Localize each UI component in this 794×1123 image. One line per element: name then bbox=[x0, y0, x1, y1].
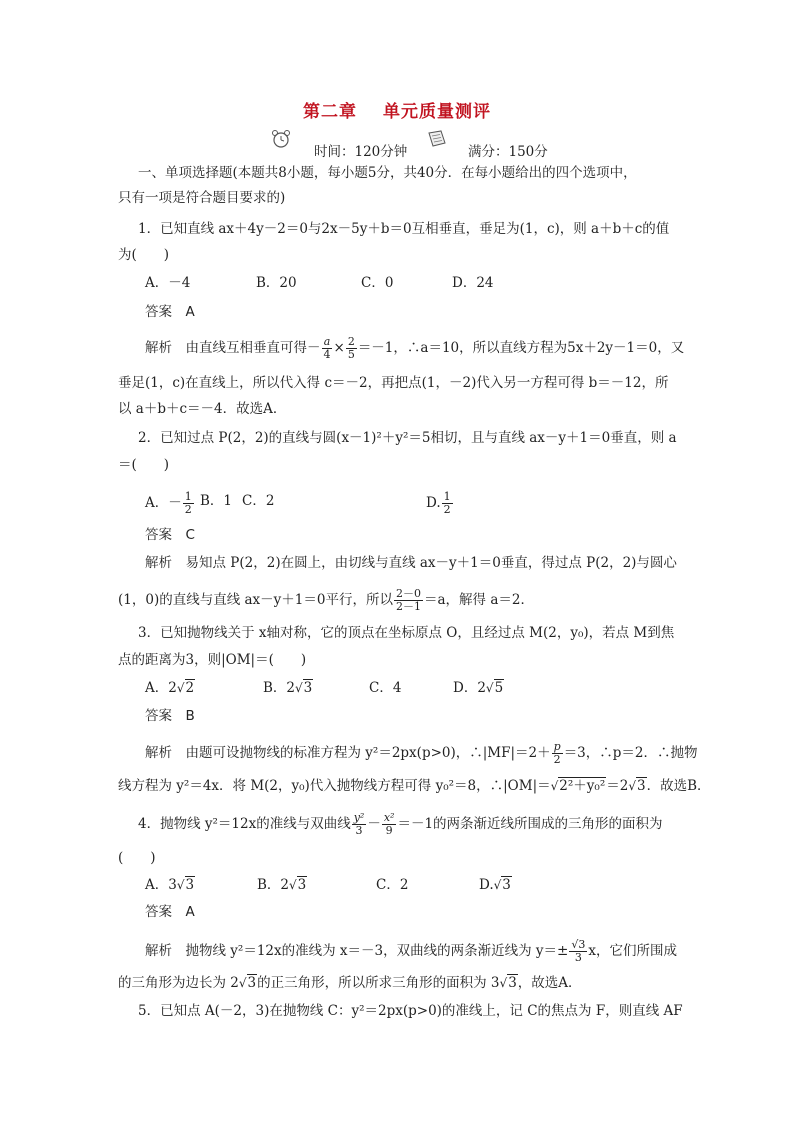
chapter-subtitle: 单元质量测评 bbox=[383, 102, 491, 122]
q5-stem: 5．已知点 A(－2，3)在抛物线 C：y²＝2px(p>0)的准线上，记 C的焦点为 F，则直线 AF bbox=[138, 1003, 683, 1019]
q3-analysis-line1: 解析 由题可设抛物线的标准方程为 y²＝2px(p>0)，∴|MF|＝2＋ $\frac{p}{2}$ ＝3，∴p＝2．∴抛物 bbox=[145, 740, 698, 766]
q1-analysis-line3: 以 a＋b＋c＝－4．故选A． bbox=[118, 401, 287, 417]
q4-answer: 答案 A bbox=[145, 904, 195, 920]
chapter-label: 第二章 bbox=[303, 102, 357, 122]
q2-answer: 答案 C bbox=[145, 527, 195, 543]
q2-stem-cont: ＝( ) bbox=[118, 457, 170, 473]
q1-option-b: B．20 bbox=[256, 275, 297, 291]
q4-stem: 4．抛物线 y²＝12x的准线与双曲线 $\frac{\text{y²}}{3}$ － $\frac{\text{x²}}{9}$ ＝－1的两条渐近线所围成的三角形的面积为 bbox=[138, 811, 663, 837]
q2-analysis-line1: 解析 易知点 P(2，2)在圆上，由切线与直线 ax－y＋1＝0垂直，得过点 P(2，2)与圆心 bbox=[145, 555, 677, 571]
q2-stem: 2．已知过点 P(2，2)的直线与圆(x－1)²＋y²＝5相切，且与直线 ax－y＋1＝0垂直，则 a bbox=[138, 430, 677, 446]
section-heading-cont: 只有一项是符合题目要求的) bbox=[118, 190, 286, 206]
section-heading: 一、单项选择题(本题共8小题，每小题5分，共40分．在每小题给出的四个选项中， bbox=[138, 165, 637, 181]
q1-analysis-line2: 垂足(1，c)在直线上，所以代入得 c＝－2，再把点(1，－2)代入另一方程可得 b＝－12，所 bbox=[118, 375, 669, 391]
q4-analysis-line1: 解析 抛物线 y²＝12x的准线为 x＝－3，双曲线的两条渐近线为 y＝± $\frac{√3}{3}$ x，它们所围成 bbox=[145, 938, 677, 964]
q3-analysis-line2: 线方程为 y²＝4x．将 M(2，y₀)代入抛物线方程可得 y₀²＝8，∴|OM|＝√2²＋y₀²＝2√3．故选B． bbox=[118, 778, 711, 794]
q4-stem-cont: ( ) bbox=[118, 850, 156, 866]
q1-option-d: D．24 bbox=[452, 275, 494, 291]
q1-stem-cont: 为( ) bbox=[118, 247, 170, 263]
time-limit: 时间：120分钟 bbox=[314, 144, 408, 160]
q2-option-b: B．1 bbox=[200, 493, 233, 509]
q3-option-a: A．2√2 bbox=[145, 680, 195, 696]
q3-stem-cont: 点的距离为3，则|OM|＝( ) bbox=[118, 652, 307, 668]
q2-option-a: A．－ $\frac{1}{2}$ bbox=[145, 490, 192, 516]
q2-analysis-line2: (1，0)的直线与直线 ax－y＋1＝0平行，所以 $\frac{2-0}{2-1}$ ＝a，解得 a＝2． bbox=[118, 587, 534, 613]
q1-option-a: A．－4 bbox=[145, 275, 191, 291]
q4-option-d: D.√3 bbox=[479, 877, 511, 893]
q4-option-b: B．2√3 bbox=[257, 877, 307, 893]
q1-answer: 答案 A bbox=[145, 304, 195, 320]
q1-option-c: C．0 bbox=[361, 275, 394, 291]
scroll-icon bbox=[425, 128, 449, 150]
full-score: 满分：150分 bbox=[468, 144, 548, 160]
q3-option-b: B．2√3 bbox=[263, 680, 313, 696]
q4-option-c: C．2 bbox=[376, 877, 409, 893]
exam-meta bbox=[270, 136, 600, 160]
q1-stem: 1．已知直线 ax＋4y－2＝0与2x－5y＋b＝0互相垂直，垂足为(1，c)，则 a＋b＋c的值 bbox=[138, 221, 670, 237]
q1-analysis-line1: 解析 由直线互相垂直可得－ $\frac{a}{4}$ × $\frac{2}{5}$ ＝－1，∴a＝10，所以直线方程为5x＋2y－1＝0，又 bbox=[145, 335, 685, 361]
q2-option-c: C．2 bbox=[242, 493, 275, 509]
q2-option-d: D. $\frac{1}{2}$ bbox=[426, 490, 451, 516]
q3-stem: 3．已知抛物线关于 x轴对称，它的顶点在坐标原点 O，且经过点 M(2，y₀)，若点 M到焦 bbox=[138, 625, 675, 641]
page-title bbox=[0, 97, 794, 122]
q4-analysis-line2: 的三角形为边长为 2√3的正三角形，所以所求三角形的面积为 3√3，故选A． bbox=[118, 975, 582, 991]
q3-answer: 答案 B bbox=[145, 708, 195, 724]
q3-option-d: D．2√5 bbox=[453, 680, 504, 696]
alarm-clock-icon bbox=[270, 128, 292, 150]
q4-option-a: A．3√3 bbox=[145, 877, 195, 893]
q3-option-c: C．4 bbox=[369, 680, 402, 696]
